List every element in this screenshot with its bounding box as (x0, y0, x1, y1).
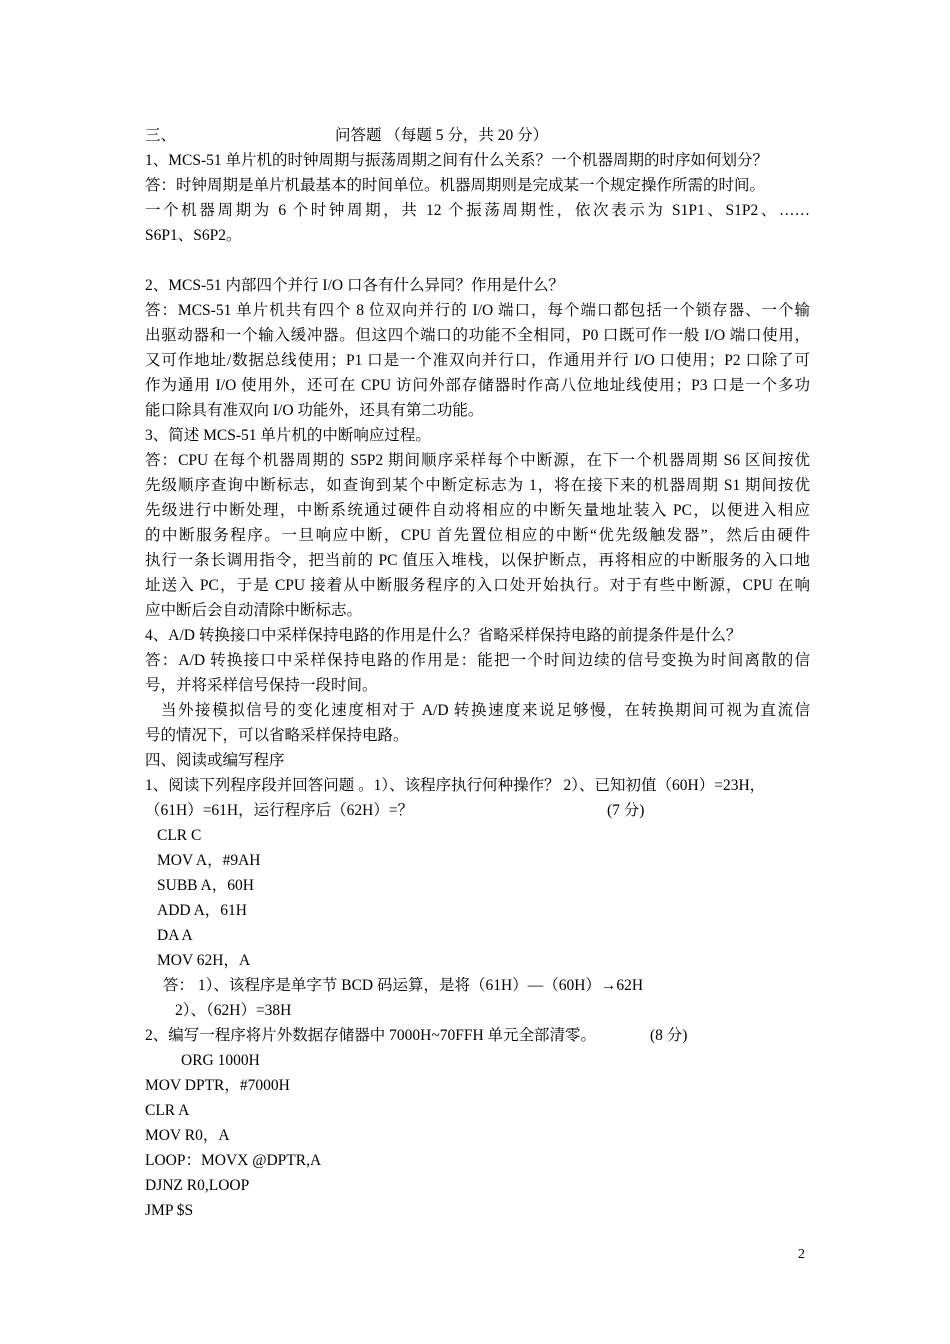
code-line: CLR A (145, 1102, 190, 1119)
question-1: 1、MCS-51 单片机的时钟周期与振荡周期之间有什么关系？一个机器周期的时序如何划分？ (145, 152, 769, 169)
answer-3-line: 应中断后会自动清除中断标志。 (145, 602, 363, 619)
program-2-question (145, 1023, 810, 1048)
page-content (145, 123, 810, 1223)
answer-4-line: 当外接模拟信号的变化速度相对于 A/D 转换速度来说足够慢，在转换期间可视为直流信 (161, 702, 810, 719)
program-1-points: (7 分) (607, 802, 645, 819)
answer-2-line: 又可作地址/数据总线使用；P1 口是一个准双向并行口，作通用并行 I/O 口使用；P2 口除了可 (145, 352, 810, 369)
answer-3-line: 先级顺序查询中断标志，如查询到某个中断定标志为 1，将在接下来的机器周期 S1 期间按优 (145, 477, 810, 494)
code-line: MOV R0，A (145, 1127, 230, 1144)
answer-2-line: 答：MCS-51 单片机共有四个 8 位双向并行的 I/O 端口，每个端口都包括一个锁存器、一个输 (145, 302, 810, 319)
code-line: DJNZ R0,LOOP (145, 1177, 250, 1194)
section-number: 三、 (145, 127, 177, 144)
answer-3-line: 的中断服务程序。一旦响应中断，CPU 首先置位相应的中断“优先级触发器”，然后由硬件 (145, 527, 810, 544)
answer-1-line: S6P1、S6P2。 (145, 227, 242, 244)
code-line: MOV DPTR，#7000H (145, 1077, 290, 1094)
program-2-question-text: 2、编写一程序将片外数据存储器中 7000H~70FFH 单元全部清零。 (145, 1027, 597, 1044)
program-1-question: 1、阅读下列程序段并回答问题 。1）、该程序执行何种操作？ 2）、已知初值（60H）=23H， (145, 777, 766, 794)
answer-2-line: 作为通用 I/O 使用外，还可在 CPU 访问外部存储器时作高八位地址线使用；P3 口是一个多功 (145, 377, 810, 394)
answer-3-line: 先级进行中断处理，中断系统通过硬件自动将相应的中断矢量地址装入 PC，以便进入相应 (145, 502, 810, 519)
blank-line (145, 248, 810, 273)
section-heading-3 (145, 123, 810, 148)
code-line: MOV 62H，A (157, 952, 251, 969)
answer-3-line: 址送入 PC，于是 CPU 接着从中断服务程序的入口处开始执行。对于有些中断源，CPU 在响 (145, 577, 810, 594)
code-line: CLR C (157, 827, 202, 844)
code-line: SUBB A，60H (157, 877, 254, 894)
question-3: 3、简述 MCS-51 单片机的中断响应过程。 (145, 427, 431, 444)
question-2: 2、MCS-51 内部四个并行 I/O 口各有什么异同？作用是什么？ (145, 277, 564, 294)
section-title: 问答题 （每题 5 分，共 20 分） (335, 127, 549, 144)
answer-3-line: 答：CPU 在每个机器周期的 S5P2 期间顺序采样每个中断源，在下一个机器周期 S6 区间按优 (145, 452, 810, 469)
question-4: 4、A/D 转换接口中采样保持电路的作用是什么？省略采样保持电路的前提条件是什么？ (145, 627, 742, 644)
page-number: 2 (798, 1247, 805, 1262)
answer-4-line: 号的情况下，可以省略采样保持电路。 (145, 727, 409, 744)
code-line: MOV A，#9AH (157, 852, 261, 869)
program-1-question (145, 798, 810, 823)
code-line: LOOP：MOVX @DPTR,A (145, 1152, 322, 1169)
answer-4-line: 答：A/D 转换接口中采样保持电路的作用是：能把一个时间边续的信号变换为时间离散的信 (145, 652, 810, 669)
program-2-points: (8 分) (650, 1027, 688, 1044)
answer-2-line: 能口除具有准双向 I/O 功能外，还具有第二功能。 (145, 402, 484, 419)
code-line: ORG 1000H (181, 1052, 260, 1069)
code-line: ADD A，61H (157, 902, 247, 919)
program-1-answer: 答： 1）、该程序是单字节 BCD 码运算，是将（61H）—（60H）→62H (163, 977, 644, 994)
code-line: DA A (157, 927, 193, 944)
answer-1-line: 一个机器周期为 6 个时钟周期，共 12 个振荡周期性，依次表示为 S1P1、S1P2、…… (145, 202, 810, 219)
answer-2-line: 出驱动器和一个输入缓冲器。但这四个端口的功能不全相同，P0 口既可作一般 I/O 端口使用， (145, 327, 810, 344)
answer-3-line: 执行一条长调用指令，把当前的 PC 值压入堆栈，以保护断点，再将相应的中断服务的入口地 (145, 552, 810, 569)
program-1-question-text: （61H）=61H，运行程序后（62H）=？ (145, 802, 414, 819)
section-heading-4: 四、阅读或编写程序 (145, 752, 285, 769)
program-1-answer: 2）、（62H）=38H (175, 1002, 292, 1019)
code-line: JMP $S (145, 1202, 194, 1219)
answer-4-line: 号，并将采样信号保持一段时间。 (145, 677, 378, 694)
answer-1-line: 答：时钟周期是单片机最基本的时间单位。机器周期则是完成某一个规定操作所需的时间。 (145, 177, 766, 194)
